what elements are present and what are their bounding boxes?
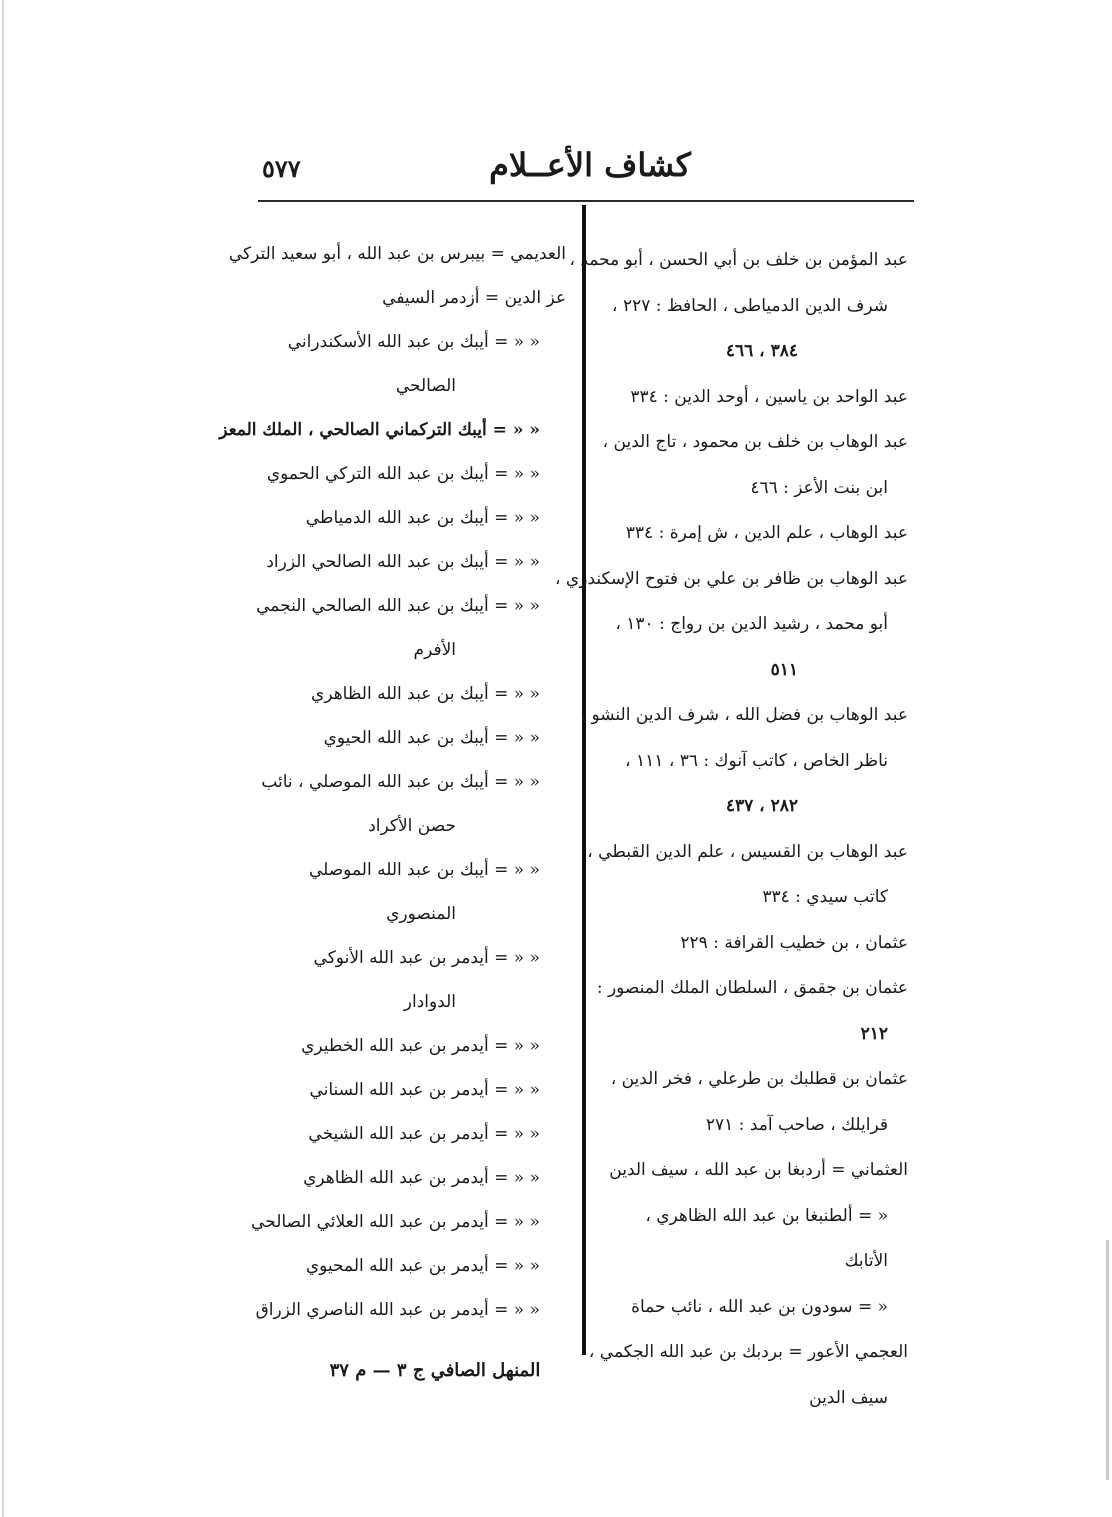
index-entry-line: « « = أيبك بن عبد الله الحيوي (323, 728, 540, 748)
index-entry-line: العثماني = أردبغا بن عبد الله ، سيف الدين (609, 1160, 908, 1180)
index-entry-line: « « = أيبك بن عبد الله الصالحي النجمي (256, 596, 540, 616)
index-entry-line: ٣٨٤ ، ٤٦٦ (725, 341, 798, 361)
index-entry-line: ناظر الخاص ، كاتب آنوك : ٣٦ ، ١١١ ، (625, 750, 888, 771)
index-entry-line: « « = أيدمر بن عبد الله الناصري الزراق (255, 1300, 540, 1320)
index-entry-line: عز الدين = أزدمر السيفي (382, 288, 566, 308)
index-entry-line: سيف الدين (809, 1387, 888, 1408)
index-entry-line: عثمان ، بن خطيب القرافة : ٢٢٩ (680, 932, 908, 953)
index-entry-line: كاتب سيدي : ٣٣٤ (762, 887, 888, 907)
page-number: ٥٧٧ (262, 154, 301, 183)
index-column-left (219, 232, 566, 1332)
index-entry-line: « « = أيدمر بن عبد الله الأنوكي (313, 948, 540, 968)
index-entry-line: « « = أيدمر بن عبد الله الظاهري (303, 1168, 540, 1188)
index-entry-line: « « = أيدمر بن عبد الله المحيوي (305, 1256, 540, 1276)
index-entry-line: « « = أيبك بن عبد الله الأسكندراني (287, 332, 540, 352)
index-entry-line: « « = أيدمر بن عبد الله الخطيري (301, 1036, 540, 1056)
index-entry-line: « « = أيبك بن عبد الله الظاهري (311, 684, 540, 704)
footer-signature: المنهل الصافي ج ٣ — م ٣٧ (329, 1360, 541, 1381)
index-entry-line: ٢٨٢ ، ٤٣٧ (725, 796, 798, 816)
index-entry-line: الصالحي (395, 376, 456, 396)
index-entry-line: عبد الوهاب ، علم الدين ، ش إمرة : ٣٣٤ (625, 523, 908, 543)
index-entry-line: عبد الوهاب بن فضل الله ، شرف الدين النشو ، (580, 705, 908, 725)
column-divider (582, 205, 586, 1355)
index-entry-line: الأفرم (413, 640, 456, 660)
index-entry-line: عبد المؤمن بن خلف بن أبي الحسن ، أبو محمد ، (569, 250, 908, 270)
index-entry-line: ابن بنت الأعز : ٤٦٦ (750, 477, 888, 498)
index-entry-line: حصن الأكراد (368, 816, 456, 836)
index-entry-line: « « = أيدمر بن عبد الله العلائي الصالحي (251, 1212, 540, 1232)
index-entry-line: أبو محمد ، رشيد الدين بن رواج : ١٣٠ ، (615, 614, 888, 634)
index-entry-line: عبد الوهاب بن خلف بن محمود ، تاج الدين ، (602, 432, 908, 452)
index-entry-line: شرف الدين الدمياطى ، الحافظ : ٢٢٧ ، (612, 295, 888, 316)
index-entry-line: ٥١١ (770, 659, 798, 680)
index-entry-line: عثمان بن قطلبك بن طرعلي ، فخر الدين ، (610, 1069, 908, 1089)
index-entry-line: عبد الوهاب بن ظافر بن علي بن فتوح الإسكندري ، (555, 568, 908, 589)
index-entry-line: « « = أيبك بن عبد الله الدمياطي (305, 508, 540, 528)
index-entry-line: « « = أيدمر بن عبد الله الشيخي (308, 1124, 540, 1144)
index-entry-line: عثمان بن جقمق ، السلطان الملك المنصور : (596, 978, 908, 998)
index-column-right (555, 238, 908, 1421)
index-entry-line: ٢١٢ (860, 1023, 888, 1044)
scan-edge-mark (1106, 1240, 1109, 1480)
index-entry-line: الأتابك (844, 1251, 888, 1271)
scan-edge-line (2, 0, 4, 1517)
index-entry-line: « = ألطنبغا بن عبد الله الظاهري ، (645, 1205, 888, 1226)
index-entry-line: الدوادار (403, 992, 456, 1012)
index-entry-line: « « = أيبك بن عبد الله الموصلي (308, 860, 540, 880)
index-entry-line: « = سودون بن عبد الله ، نائب حماة (631, 1296, 888, 1317)
index-entry-line: المنصوري (386, 904, 456, 924)
index-entry-line: العديمي = بيبرس بن عبد الله ، أبو سعيد التركي (228, 244, 566, 264)
index-entry-line: عبد الواحد بن ياسين ، أوحد الدين : ٣٣٤ (630, 386, 908, 407)
index-entry-line: العجمي الأعور = بردبك بن عبد الله الجكمي ، (588, 1342, 908, 1362)
header-rule (258, 200, 914, 202)
index-entry-line: « « = أيدمر بن عبد الله السناني (309, 1080, 540, 1100)
index-entry-line: قرايلك ، صاحب آمد : ٢٧١ (705, 1114, 888, 1135)
page-title: كشاف الأعــلام (489, 146, 691, 184)
index-entry-line: « « = أيبك بن عبد الله الموصلي ، نائب (261, 772, 540, 792)
index-entry-line: « « = أيبك بن عبد الله التركي الحموي (266, 464, 540, 484)
index-entry-line: عبد الوهاب بن القسيس ، علم الدين القبطي ، (587, 841, 908, 862)
index-entry-line: « « = أيبك بن عبد الله الصالحي الزراد (266, 552, 540, 572)
index-entry-line: « « = أيبك التركماني الصالحي ، الملك المعز (219, 420, 540, 440)
